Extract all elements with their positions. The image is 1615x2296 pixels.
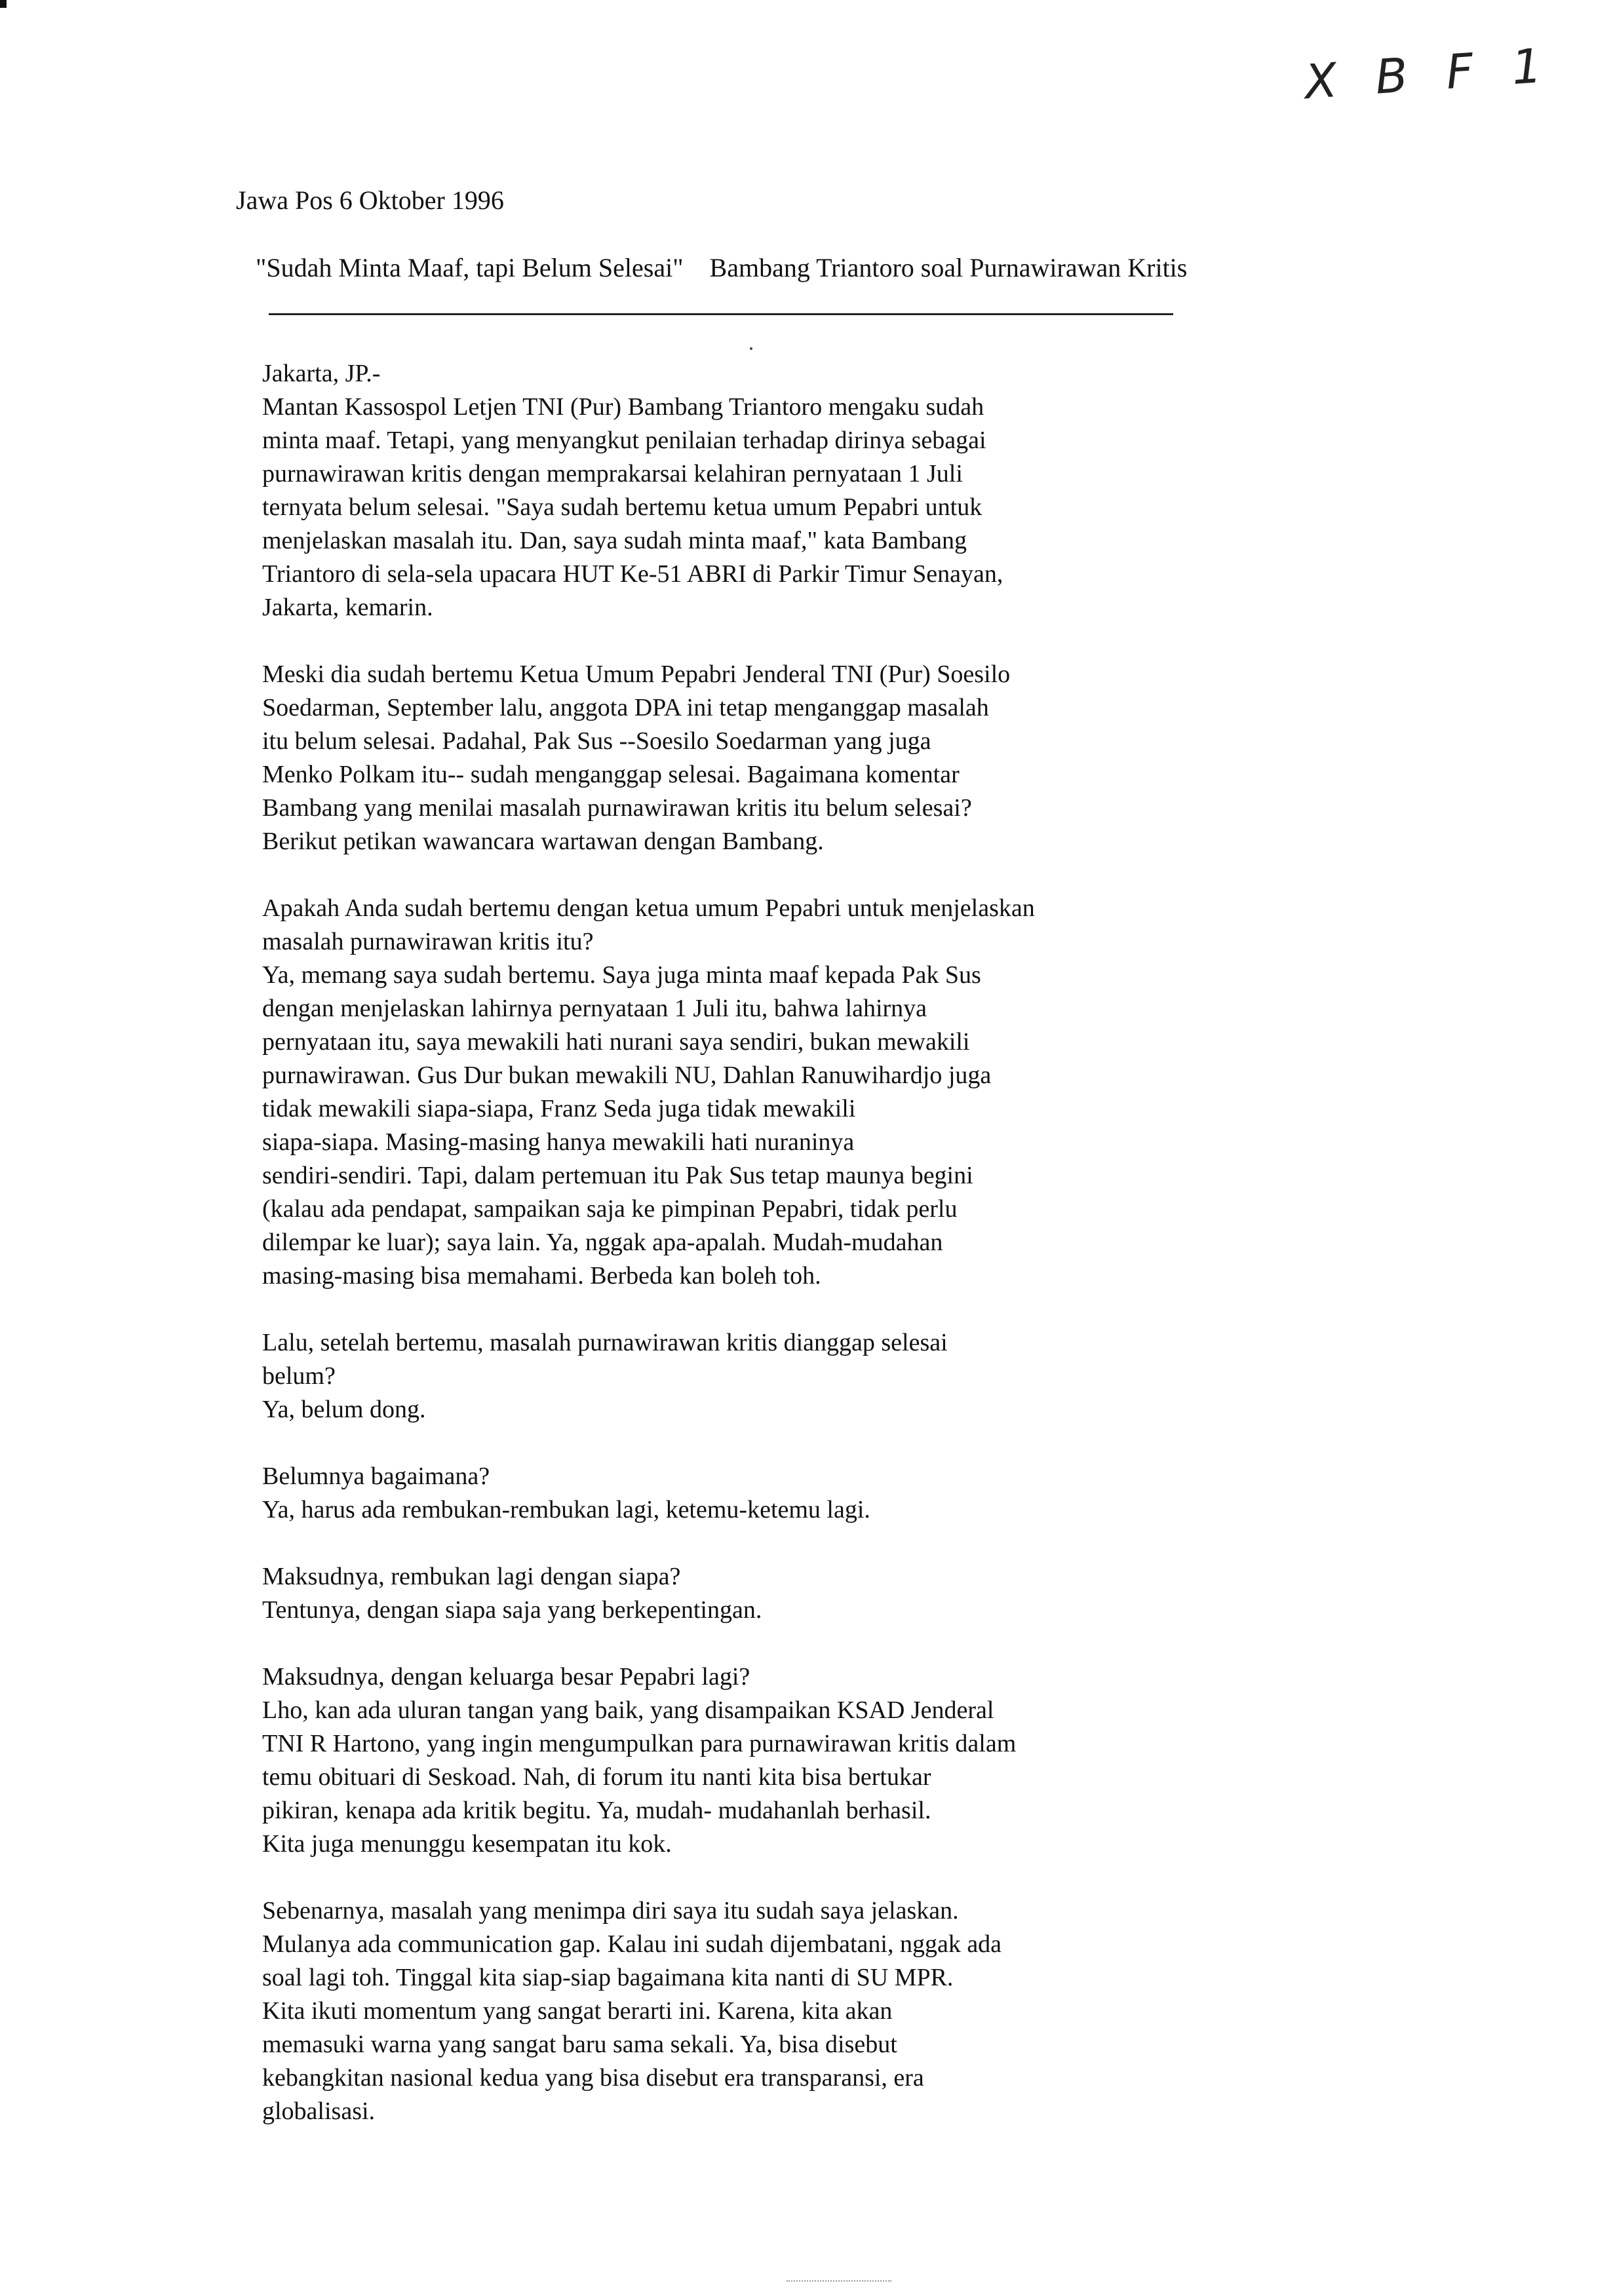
headline [256,252,1187,283]
text-line: ternyata belum selesai. "Saya sudah bertemu ketua umum Pepabri untuk [262,493,983,521]
article-paragraph [262,892,1390,1293]
text-line: menjelaskan masalah itu. Dan, saya sudah minta maaf," kata Bambang [262,527,967,554]
text-line: sendiri-sendiri. Tapi, dalam pertemuan itu Pak Sus tetap maunya begini [262,1162,973,1189]
text-line: Tentunya, dengan siapa saja yang berkepentingan. [262,1596,762,1624]
text-line: Menko Polkam itu-- sudah menganggap selesai. Bagaimana komentar [262,761,960,788]
article-body [262,357,1390,2162]
text-line: globalisasi. [262,2097,376,2125]
article-paragraph [262,1894,1390,2128]
text-line: Ya, belum dong. [262,1396,426,1423]
article-paragraph [262,1560,1390,1627]
text-line: Mantan Kassospol Letjen TNI (Pur) Bambang Triantoro mengaku sudah [262,393,984,421]
page-bottom-artifact [787,2280,891,2283]
article-paragraph [262,1660,1390,1861]
text-line: soal lagi toh. Tinggal kita siap-siap bagaimana kita nanti di SU MPR. [262,1964,954,1991]
text-line: memasuki warna yang sangat baru sama sekali. Ya, bisa disebut [262,2031,897,2058]
text-line: Jakarta, JP.- [262,360,381,387]
text-line: Maksudnya, rembukan lagi dengan siapa? [262,1563,681,1590]
text-line: Lho, kan ada uluran tangan yang baik, yang disampaikan KSAD Jenderal [262,1696,994,1724]
text-line: TNI R Hartono, yang ingin mengumpulkan para purnawirawan kritis dalam [262,1730,1017,1757]
text-line: Belumnya bagaimana? [262,1463,490,1490]
text-line: Mulanya ada communication gap. Kalau ini sudah dijembatani, nggak ada [262,1930,1002,1958]
text-line: Apakah Anda sudah bertemu dengan ketua umum Pepabri untuk menjelaskan [262,894,1035,922]
text-line: Kita juga menunggu kesempatan itu kok. [262,1830,672,1858]
article-paragraph [262,1326,1390,1426]
text-line: purnawirawan kritis dengan memprakarsai kelahiran pernyataan 1 Juli [262,460,963,488]
text-line: Bambang yang menilai masalah purnawirawan kritis itu belum selesai? [262,794,972,822]
text-line: minta maaf. Tetapi, yang menyangkut penilaian terhadap dirinya sebagai [262,427,986,454]
text-line: masing-masing bisa memahami. Berbeda kan boleh toh. [262,1262,821,1290]
text-line: Ya, harus ada rembukan-rembukan lagi, ketemu-ketemu lagi. [262,1496,870,1523]
text-line: pernyataan itu, saya mewakili hati nurani saya sendiri, bukan mewakili [262,1028,970,1056]
headline-divider [269,313,1173,315]
text-line: temu obituari di Seskoad. Nah, di forum itu nanti kita bisa bertukar [262,1763,931,1791]
text-line: Kita ikuti momentum yang sangat berarti ini. Karena, kita akan [262,1997,893,2025]
article-paragraph [262,658,1390,858]
scan-speck [750,347,752,350]
text-line: Maksudnya, dengan keluarga besar Pepabri lagi? [262,1663,750,1691]
text-line: Soedarman, September lalu, anggota DPA ini tetap menganggap masalah [262,694,989,721]
text-line: Meski dia sudah bertemu Ketua Umum Pepabri Jenderal TNI (Pur) Soesilo [262,660,1011,688]
text-line: Sebenarnya, masalah yang menimpa diri saya itu sudah saya jelaskan. [262,1897,959,1924]
text-line: Triantoro di sela-sela upacara HUT Ke-51 ABRI di Parkir Timur Senayan, [262,560,1003,588]
text-line: dengan menjelaskan lahirnya pernyataan 1 Juli itu, bahwa lahirnya [262,995,927,1022]
source-line: Jawa Pos 6 Oktober 1996 [236,185,504,215]
text-line: purnawirawan. Gus Dur bukan mewakili NU, Dahlan Ranuwihardjo juga [262,1062,992,1089]
text-line: masalah purnawirawan kritis itu? [262,928,594,955]
text-line: Jakarta, kemarin. [262,594,433,621]
text-line: (kalau ada pendapat, sampaikan saja ke pimpinan Pepabri, tidak perlu [262,1195,958,1223]
text-line: pikiran, kenapa ada kritik begitu. Ya, mudah- mudahanlah berhasil. [262,1797,931,1824]
article-paragraph [262,357,1390,624]
article-paragraph [262,1460,1390,1527]
text-line: dilempar ke luar); saya lain. Ya, nggak apa-apalah. Mudah-mudahan [262,1229,943,1256]
scan-artifact [0,0,7,8]
headline-title: "Sudah Minta Maaf, tapi Belum Selesai" [256,253,684,282]
handwritten-annotation: X B F 1 [1302,37,1556,110]
headline-subtitle: Bambang Triantoro soal Purnawirawan Kritis [709,253,1188,282]
text-line: kebangkitan nasional kedua yang bisa disebut era transparansi, era [262,2064,924,2092]
text-line: Berikut petikan wawancara wartawan dengan Bambang. [262,828,824,855]
text-line: tidak mewakili siapa-siapa, Franz Seda juga tidak mewakili [262,1095,856,1122]
text-line: itu belum selesai. Padahal, Pak Sus --Soesilo Soedarman yang juga [262,727,931,755]
text-line: Lalu, setelah bertemu, masalah purnawirawan kritis dianggap selesai [262,1329,948,1356]
text-line: Ya, memang saya sudah bertemu. Saya juga minta maaf kepada Pak Sus [262,961,981,989]
text-line: siapa-siapa. Masing-masing hanya mewakili hati nuraninya [262,1128,855,1156]
text-line: belum? [262,1362,336,1390]
